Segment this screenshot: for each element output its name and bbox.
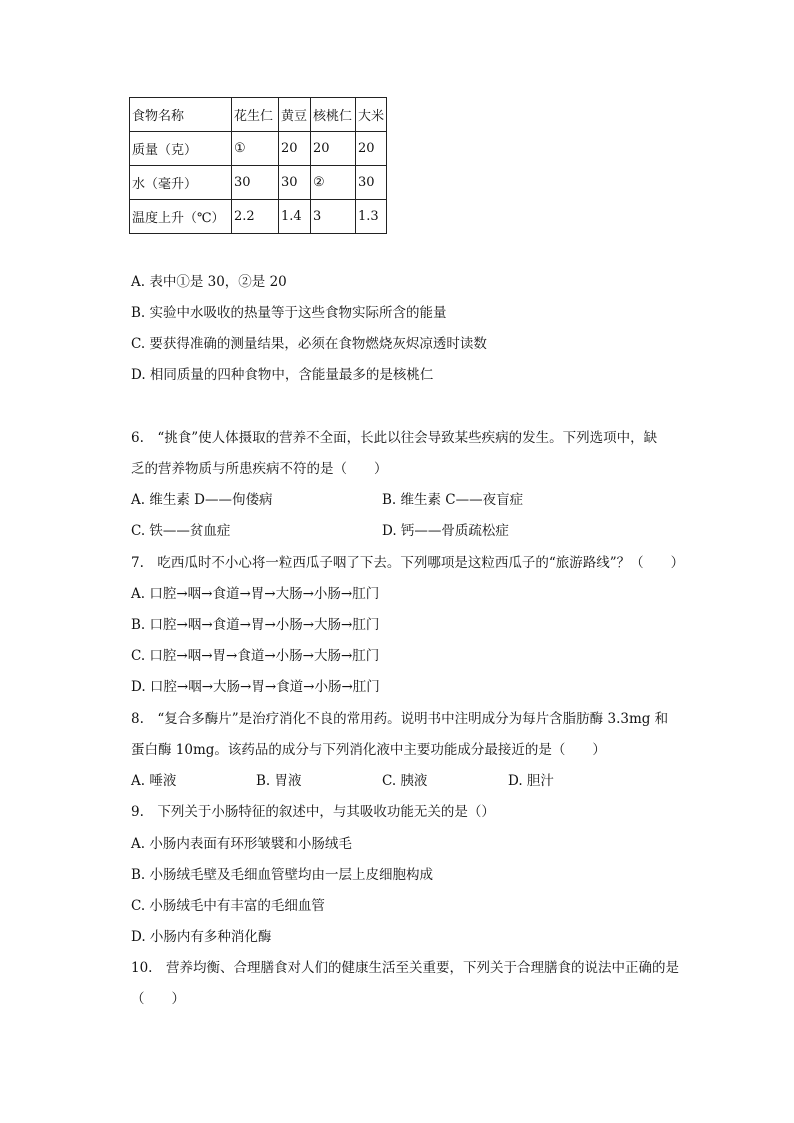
q8-option-a: A. 唾液	[131, 773, 177, 789]
q5-option-b: B. 实验中水吸收的热量等于这些食物实际所含的能量	[131, 305, 447, 321]
table-cell: 花生仁	[232, 98, 279, 132]
q8-option-d: D. 胆汁	[508, 773, 554, 789]
q5-option-d: D. 相同质量的四种食物中，含能量最多的是核桃仁	[131, 367, 434, 383]
table-cell: 20	[356, 132, 387, 166]
table-cell: 核桃仁	[311, 98, 356, 132]
table-cell: 水（毫升）	[130, 166, 232, 200]
table-cell: 食物名称	[130, 98, 232, 132]
table-cell: 1.3	[356, 200, 387, 234]
table-cell: 2.2	[232, 200, 279, 234]
q7-option-a: A. 口腔→咽→食道→胃→大肠→小肠→肛门	[131, 586, 380, 602]
q9-option-b: B. 小肠绒毛壁及毛细血管壁均由一层上皮细胞构成	[131, 867, 434, 883]
table-cell: 质量（克）	[130, 132, 232, 166]
q9-option-c: C. 小肠绒毛中有丰富的毛细血管	[131, 898, 325, 914]
q8-option-b: B. 胃液	[256, 773, 302, 789]
table-cell: 20	[279, 132, 311, 166]
q9-option-a: A. 小肠内表面有环形皱襞和小肠绒毛	[131, 836, 352, 852]
table-cell: ①	[232, 132, 279, 166]
table-cell: 20	[311, 132, 356, 166]
table-row	[130, 98, 387, 132]
table-cell: 温度上升（℃）	[130, 200, 232, 234]
q6-option-d: D. 钙——骨质疏松症	[382, 523, 509, 539]
table-row	[130, 132, 387, 166]
q9-stem: 9. 下列关于小肠特征的叙述中，与其吸收功能无关的是（）	[131, 804, 495, 820]
table-cell: 黄豆	[279, 98, 311, 132]
table-cell: 大米	[356, 98, 387, 132]
q5-option-a: A. 表中①是 30，②是 20	[131, 274, 287, 290]
q7-stem: 7. 吃西瓜时不小心将一粒西瓜子咽了下去。下列哪项是这粒西瓜子的“旅游路线”？（ ）	[131, 555, 685, 571]
q6-stem-line2: 乏的营养物质与所患疾病不符的是（ ）	[131, 461, 388, 477]
table-cell: 30	[232, 166, 279, 200]
q6-option-a: A. 维生素 D——佝偻病	[131, 492, 273, 508]
table-cell: ②	[311, 166, 356, 200]
table-cell: 30	[356, 166, 387, 200]
q7-option-b: B. 口腔→咽→食道→胃→小肠→大肠→肛门	[131, 617, 380, 633]
q8-option-c: C. 胰液	[382, 773, 428, 789]
table-cell: 30	[279, 166, 311, 200]
q10-stem-line2: （ ）	[131, 991, 185, 1007]
q5-option-c: C. 要获得准确的测量结果，必须在食物燃烧灰烬凉透时读数	[131, 336, 487, 352]
table-cell: 3	[311, 200, 356, 234]
q7-option-c: C. 口腔→咽→胃→食道→小肠→大肠→肛门	[131, 648, 380, 664]
q6-option-b: B. 维生素 C——夜盲症	[382, 492, 524, 508]
q9-option-d: D. 小肠内有多种消化酶	[131, 929, 272, 945]
table-row	[130, 166, 387, 200]
q8-stem-line2: 蛋白酶 10mg。该药品的成分与下列消化液中主要功能成分最接近的是（ ）	[131, 742, 606, 758]
table-cell: 1.4	[279, 200, 311, 234]
q6-option-c: C. 铁——贫血症	[131, 523, 231, 539]
q8-stem-line1: 8. “复合多酶片”是治疗消化不良的常用药。说明书中注明成分为每片含脂肪酶 3.3mg 和	[131, 711, 669, 727]
q10-stem-line1: 10. 营养均衡、合理膳食对人们的健康生活至关重要，下列关于合理膳食的说法中正确的是	[131, 960, 679, 976]
food-energy-table	[129, 97, 387, 234]
table-row	[130, 200, 387, 234]
q6-stem-line1: 6. “挑食”使人体摄取的营养不全面，长此以往会导致某些疾病的发生。下列选项中，缺	[131, 430, 658, 446]
q7-option-d: D. 口腔→咽→大肠→胃→食道→小肠→肛门	[131, 679, 380, 695]
